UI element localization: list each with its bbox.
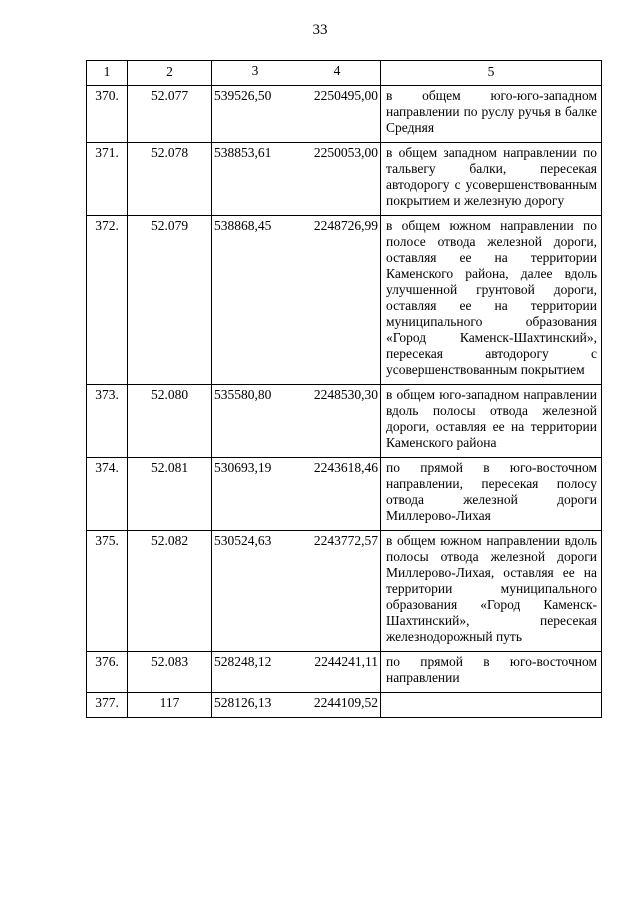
coordinate-x: 530693,19 (214, 460, 272, 475)
row-number: 370. (87, 86, 128, 143)
coordinate-y: 2244109,52 (313, 695, 378, 710)
coordinate-y: 2250495,00 (313, 88, 378, 103)
boundary-description: в общем юго-западном направлении вдоль полосы отвода железной дороги, оставляя ее на территории Каменского района (381, 385, 602, 458)
coordinate-x: 528126,13 (214, 695, 272, 710)
table-body (87, 86, 602, 718)
column-header-3-4 (212, 61, 381, 86)
coordinates-cell (212, 652, 381, 693)
table-row (87, 458, 602, 531)
table-row (87, 86, 602, 143)
boundary-description: в общем западном направлении по тальвегу балки, пересекая автодорогу с усовершенствованным покрытием и железную дорогу (381, 143, 602, 216)
boundary-description: по прямой в юго-восточном направлении, пересекая полосу отвода железной дороги Миллерово-Лихая (381, 458, 602, 531)
table-row (87, 652, 602, 693)
coordinate-x: 535580,80 (214, 387, 272, 402)
boundary-description: в общем юго-юго-западном направлении по руслу ручья в балке Средняя (381, 86, 602, 143)
point-id: 52.078 (128, 143, 212, 216)
point-id: 52.079 (128, 216, 212, 385)
table-row (87, 143, 602, 216)
table-row (87, 216, 602, 385)
table-row (87, 693, 602, 718)
boundary-description: в общем южном направлении вдоль полосы отвода железной дороги Миллерово-Лихая, оставляя ее на территории муниципального образования «Город Каменск-Шахтинский», пересекая железнодорожный путь (381, 531, 602, 652)
row-number: 375. (87, 531, 128, 652)
coordinates-cell (212, 458, 381, 531)
coordinate-y: 2243618,46 (313, 460, 378, 475)
column-header-4: 4 (333, 63, 341, 78)
boundary-description: по прямой в юго-восточном направлении (381, 652, 602, 693)
point-id: 52.077 (128, 86, 212, 143)
page-number: 33 (312, 22, 328, 38)
point-id: 52.081 (128, 458, 212, 531)
column-header-5: 5 (381, 61, 602, 86)
column-header-1: 1 (87, 61, 128, 86)
row-number: 371. (87, 143, 128, 216)
coordinates-cell (212, 86, 381, 143)
row-number: 377. (87, 693, 128, 718)
table-header-row (87, 61, 602, 86)
coordinate-x: 539526,50 (214, 88, 272, 103)
point-id: 52.082 (128, 531, 212, 652)
coordinate-y: 2244241,11 (314, 654, 378, 669)
coordinates-cell (212, 143, 381, 216)
coordinate-x: 538868,45 (214, 218, 272, 233)
row-number: 376. (87, 652, 128, 693)
column-header-3: 3 (251, 63, 259, 78)
coordinates-cell (212, 216, 381, 385)
point-id: 52.080 (128, 385, 212, 458)
coordinate-y: 2248726,99 (313, 218, 378, 233)
boundary-description (381, 693, 602, 718)
coordinate-y: 2248530,30 (313, 387, 378, 402)
coordinates-cell (212, 385, 381, 458)
table-row (87, 385, 602, 458)
coordinates-cell (212, 531, 381, 652)
boundary-description: в общем южном направлении по полосе отвода железной дороги, оставляя ее на территории Каменского района, далее вдоль улучшенной грунтовой дороги, оставляя ее на территории муниципального образования «Город Каменск-Шахтинский», пересекая автодорогу с усовершенствованным покрытием (381, 216, 602, 385)
column-header-2: 2 (128, 61, 212, 86)
coordinate-x: 528248,12 (214, 654, 272, 669)
row-number: 374. (87, 458, 128, 531)
coordinates-cell (212, 693, 381, 718)
coordinate-y: 2250053,00 (313, 145, 378, 160)
coordinate-y: 2243772,57 (313, 533, 378, 548)
row-number: 373. (87, 385, 128, 458)
boundary-points-table (86, 60, 602, 718)
point-id: 117 (128, 693, 212, 718)
coordinate-x: 530524,63 (214, 533, 272, 548)
coordinate-x: 538853,61 (214, 145, 272, 160)
table-row (87, 531, 602, 652)
row-number: 372. (87, 216, 128, 385)
point-id: 52.083 (128, 652, 212, 693)
